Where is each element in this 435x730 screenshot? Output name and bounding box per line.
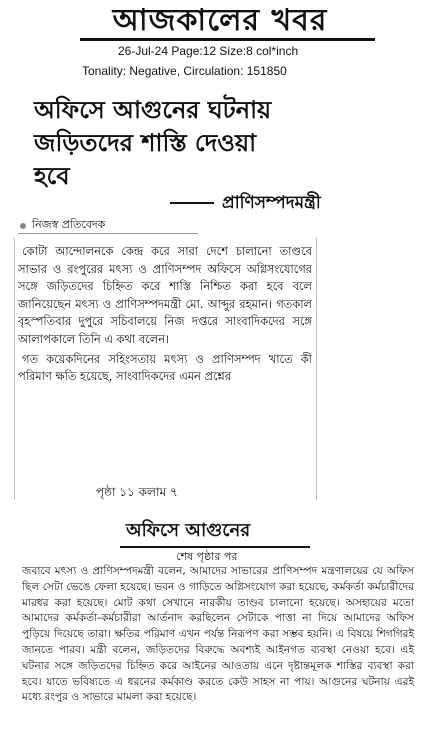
bullet-icon — [20, 223, 26, 229]
continuation-body: জবাবে মৎস্য ও প্রাণিসম্পদমন্ত্রী বলেন, আমাদের সাভারের প্রাণিসম্পদ মন্ত্রণালয়ের যে অফিস ছিল সেটা ভেঙে ফেলা হয়েছে। ভবন ও গাড়িতে অগ্নিসংযোগ করা হয়েছে, কর্মকর্তা কর্মচারীদের মারধর করা হয়েছে। মোট কথা সেখানে নারকীয় তাণ্ডব চালানো হয়েছে। অসহায়ের মতো আমাদের কর্মকর্তা-কর্মচারীরা আর্তনাদ করছিলেন সেটাকে পাত্তা না দিয়ে আমাদের অফিস পুড়িয়ে দিয়েছে তারা। ক্ষতির পরিমাণ এখন পর্যন্ত নিরূপণ করা সম্ভব হয়নি। এ বিষয়ে শিগগিরই জানতে পারব। মন্ত্রী বলেন, জড়িতদের বিরুদ্ধে অবশ্যই আইনগত ব্যবস্থা নেওয়া হবে। এই ঘটনার সঙ্গে জড়িতদের চিহ্নিত করে আইনের আওতায় এনে দৃষ্টান্তমূলক শাস্তির ব্যবস্থা করা হবে। যাতে ভবিষ্যতে এ ধরনের কর্মকাণ্ড করতে কেউ সাহস না পায়। আগুনের ঘটনায় এরই মধ্যে রংপুর ও সাভারে মামলা করা হয়েছে। — [22, 565, 414, 704]
article-body — [18, 243, 312, 388]
article-frame-right — [316, 238, 317, 500]
byline-text: নিজস্ব প্রতিবেদক — [32, 218, 106, 231]
body-paragraph-1: কোটা আন্দোলনকে কেন্দ্র করে সারা দেশে চালানো তাণ্ডবে সাভার ও রংপুরের মৎস্য ও প্রাণিসম্পদ অফিসে অগ্নিসংযোগের সঙ্গে জড়িতদের চিহ্নিত করে শাস্তি নিশ্চিত করা হবে বলে জানিয়েছেন মৎস্য ও প্রাণিসম্পদমন্ত্রী মো. আব্দুর রহমান। গতকাল বৃহস্পতিবার দুপুরে সচিবালয়ে নিজ দপ্তরে সাংবাদিকদের সঙ্গে আলাপকালে তিনি এ কথা বলেন। — [18, 244, 312, 346]
attribution-dash — [170, 202, 214, 204]
continuation-subtitle: শেষ পৃষ্ঠার পর — [176, 550, 238, 563]
article-frame-left — [14, 238, 15, 500]
body-paragraph-2: গত কয়েকদিনের সহিংসতায় মৎস্য ও প্রাণিসম্পদ খাতে কী পরিমাণ ক্ষতি হয়েছে, সাংবাদিকদের এমন প্রশ্নের — [18, 351, 312, 384]
article-headline: অফিসে আগুনের ঘটনায় জড়িতদের শাস্তি দেওয়া হবে — [34, 96, 272, 190]
masthead-underline — [80, 38, 375, 41]
continuation-title: অফিসে আগুনের — [126, 520, 251, 541]
clipping-meta-tonality: Tonality: Negative, Circulation: 151850 — [82, 64, 287, 78]
byline-divider — [18, 233, 198, 234]
attribution-text: প্রাণিসম্পদমন্ত্রী — [222, 193, 321, 213]
headline-attribution — [170, 190, 321, 218]
continued-on-note: পৃষ্ঠা ১১ কলাম ৭ — [96, 485, 178, 499]
newspaper-masthead: আজকালের খবর — [112, 3, 328, 38]
clipping-meta-date-page: 26-Jul-24 Page:12 Size:8 col*inch — [118, 44, 299, 58]
